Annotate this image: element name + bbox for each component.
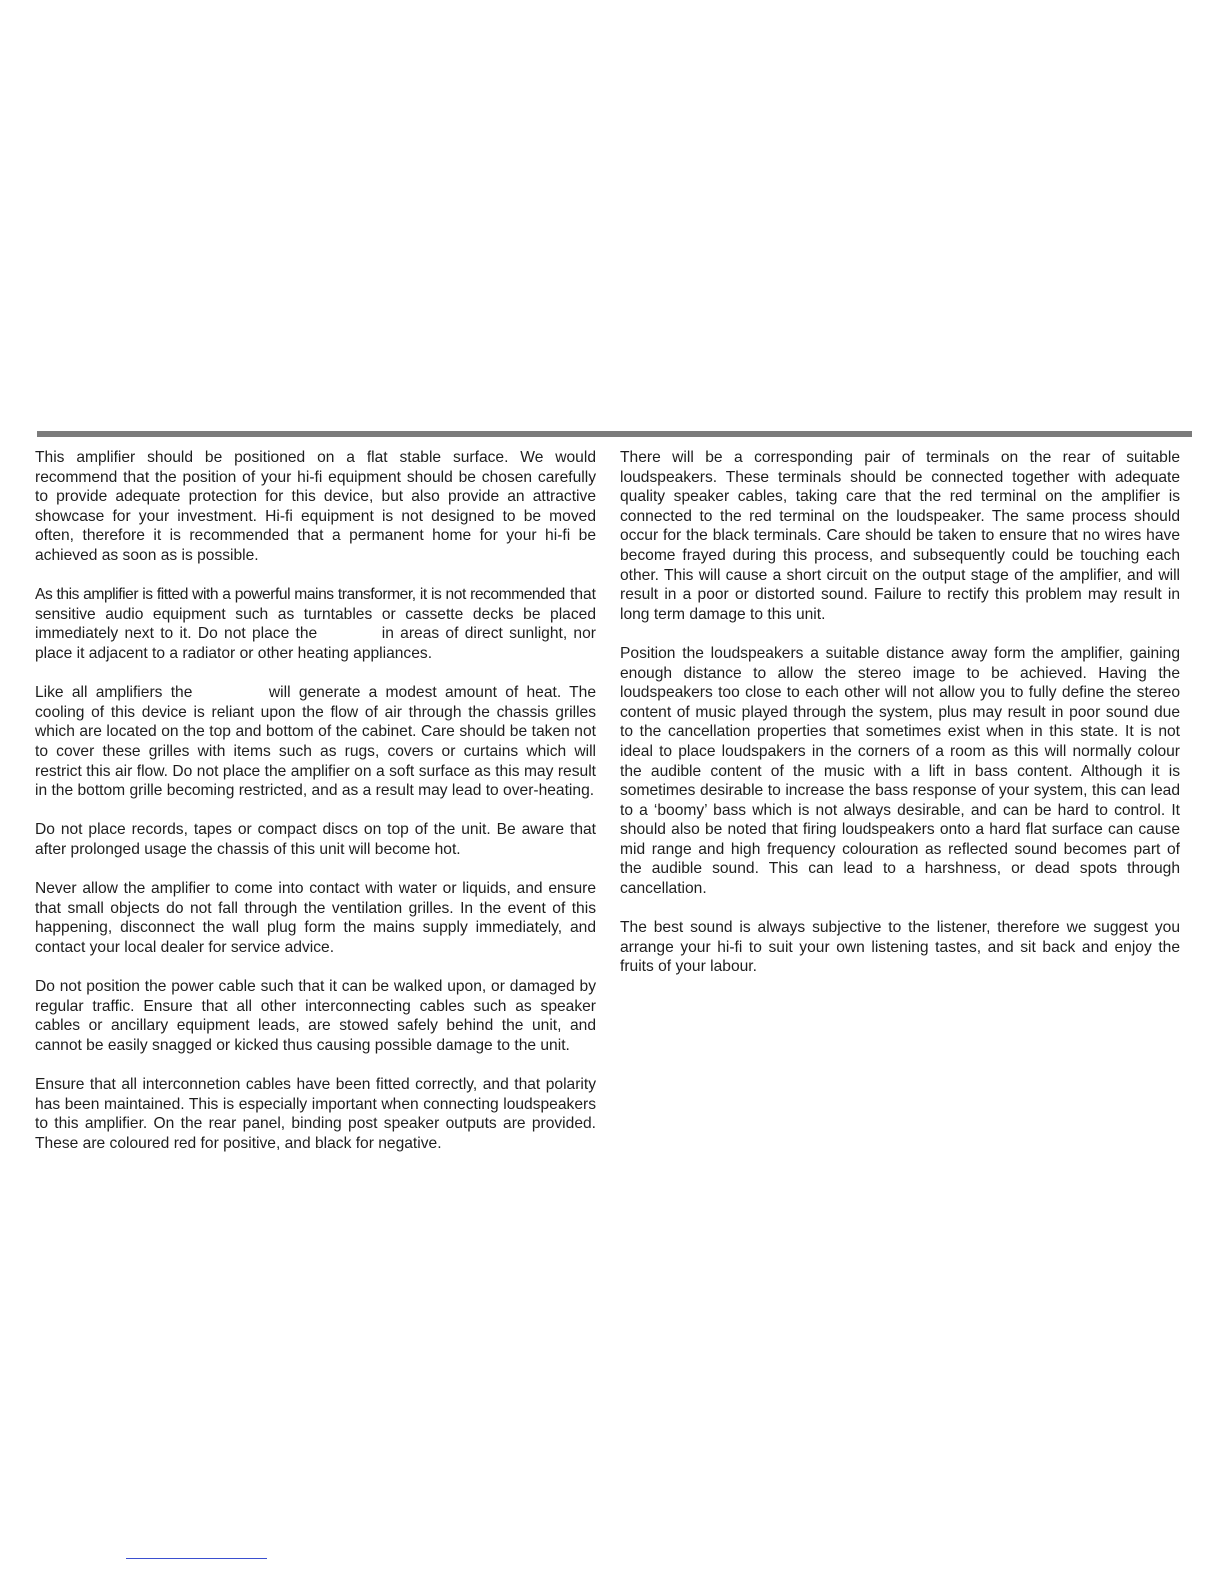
- paragraph-positioning: This amplifier should be positioned on a flat stable surface. We would recommend that the position of your hi-fi equipment should be chosen carefully to provide adequate protection for this device, but also provide an attractive showcase for your investment. Hi-fi equipment is not designed to be moved often, therefore it is recommended that a permanent home for your hi-fi be achieved as soon as is possible.: [35, 449, 596, 564]
- paragraph-transformer: [35, 585, 596, 663]
- paragraph-liquids: Never allow the amplifier to come into contact with water or liquids, and ensure that small objects do not fall through the ventilation grilles. In the event of this happening, disconnect the wall plug form the mains supply immediately, and contact your local dealer for service advice.: [35, 880, 596, 956]
- paragraph-records: Do not place records, tapes or compact discs on top of the unit. Be aware that after prolonged usage the chassis of this unit will become hot.: [35, 821, 596, 858]
- header-divider-rule: [37, 431, 1192, 437]
- left-column: [35, 448, 596, 1173]
- paragraph-transformer-line1: As this amplifier is fitted with a powerful mains transformer, it is not recommended: [35, 586, 565, 604]
- paragraph-terminals: There will be a corresponding pair of terminals on the rear of suitable loudspeakers. These terminals should be connected together with adequate quality speaker cables, taking care that the red terminal on the amplifier is connected to the red terminal on the loudspeaker. The same process should occur for the black terminals. Care should be taken to ensure that no wires have become frayed during this process, and subsequently could be touching each other. This will cause a short circuit on the output stage of the amplifier, and will result in a poor or distorted sound. Failure to rectify this problem may result in long term damage to this unit.: [620, 449, 1180, 623]
- paragraph-heat-after: will generate a modest amount of heat. The cooling of this device is reliant upon the flow of air through the chassis grilles which are located on the top and bottom of the cabinet. Care should be taken not to cover these grilles with items such as rugs, covers or curtains which will restrict this air flow. Do not place the amplifier on a soft surface as this may result in the bottom grille becoming restricted, and as a result may lead to over-heating.: [35, 684, 596, 800]
- footer-link-underline: [126, 1558, 267, 1559]
- paragraph-best-sound: The best sound is always subjective to the listener, therefore we suggest you arrange your hi-fi to suit your own listening tastes, and sit back and enjoy the fruits of your labour.: [620, 919, 1180, 976]
- paragraph-transformer-before: that sensitive audio equipment such as turntables or cassette decks be placed immediately next to it. Do not place the: [35, 586, 596, 643]
- right-column: [620, 448, 1180, 997]
- paragraph-transformer-after: in areas of direct sunlight, nor place it adjacent to a radiator or other heating appliances.: [35, 625, 596, 662]
- paragraph-interconnection: Ensure that all interconnetion cables have been fitted correctly, and that polarity has been maintained. This is especially important when connecting loudspeakers to this amplifier. On the rear panel, binding post speaker outputs are provided. These are coloured red for positive, and black for negative.: [35, 1076, 596, 1152]
- paragraph-heat: [35, 683, 596, 801]
- paragraph-loudspeaker-position: Position the loudspeakers a suitable distance away form the amplifier, gaining enough distance to allow the stereo image to be achieved. Having the loudspeakers too close to each other will not allow you to fully define the stereo content of music played through the system, plus may result in poor sound due to the cancellation properties that sometimes exist when in this state. It is not ideal to place loudspakers in the corners of a room as this will normally colour the audible content of the music with a lift in bass content. Although it is sometimes desirable to increase the bass response of your system, this can lead to a ‘boomy’ bass which is not always desirable, and can be hard to control. It should also be noted that firing loudspeakers onto a hard flat surface can cause mid range and high frequency colouration as reflected sound becomes part of the audible sound. This can lead to a harshness, or dead spots through cancellation.: [620, 644, 1180, 898]
- paragraph-heat-before: Like all amplifiers the: [35, 684, 193, 702]
- paragraph-power-cable: Do not position the power cable such that it can be walked upon, or damaged by regular traffic. Ensure that all other interconnecting cables such as speaker cables or ancillary equipment leads, are stowed safely behind the unit, and cannot be easily snagged or kicked thus causing possible damage to the unit.: [35, 978, 596, 1054]
